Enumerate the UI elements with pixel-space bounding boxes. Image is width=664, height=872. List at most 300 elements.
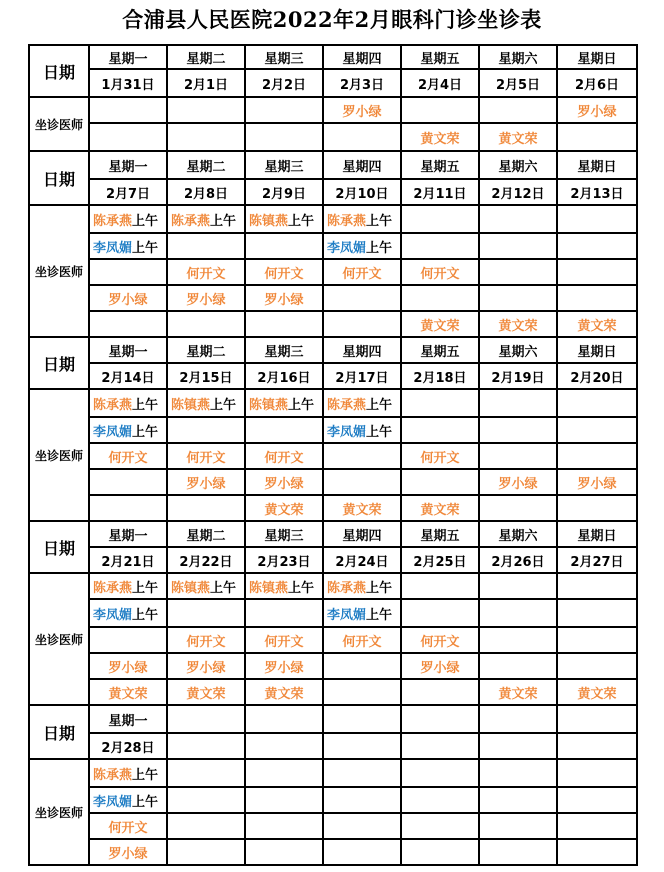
doctor-name: 何开文 bbox=[108, 450, 148, 466]
week-1-date-label bbox=[28, 44, 90, 98]
week-3-slot-1-f bbox=[480, 390, 558, 418]
doctor-name: 罗小绿 bbox=[264, 660, 304, 676]
doctor-name: 罗小绿 bbox=[186, 476, 226, 492]
week-4-slot-2-a bbox=[90, 600, 168, 628]
date-value: 2月15日 bbox=[179, 370, 233, 386]
week-2-slot-4-e bbox=[402, 286, 480, 312]
week-4-slot-2-f bbox=[480, 600, 558, 628]
doctor-name: 何开文 bbox=[108, 820, 148, 836]
day-name: 星期日 bbox=[577, 51, 617, 67]
week-5-slot-2-e bbox=[402, 788, 480, 814]
week-2-date-label bbox=[28, 152, 90, 206]
week-5-slot-4-e bbox=[402, 840, 480, 866]
week-5-slot-3-a bbox=[90, 814, 168, 840]
date-value: 2月11日 bbox=[413, 186, 467, 202]
week-4-slot-1-e bbox=[402, 574, 480, 600]
week-5-slot-4-a bbox=[90, 840, 168, 866]
week-2-slot-4-f bbox=[480, 286, 558, 312]
week-4-slot-1-a bbox=[90, 574, 168, 600]
week-1-day-c bbox=[246, 44, 324, 70]
week-4-slot-3-f bbox=[480, 628, 558, 654]
week-4-slot-4-a bbox=[90, 654, 168, 680]
day-name: 星期二 bbox=[186, 159, 226, 175]
week-1-slot-1-c bbox=[246, 98, 324, 124]
week-3-slot-3-b bbox=[168, 444, 246, 470]
week-1-date-e bbox=[402, 70, 480, 98]
date-value: 2月22日 bbox=[179, 554, 233, 570]
week-5-doctor-label bbox=[28, 760, 90, 866]
doctor-name: 罗小绿 bbox=[108, 292, 148, 308]
week-5-slot-3-d bbox=[324, 814, 402, 840]
date-value: 2月26日 bbox=[491, 554, 545, 570]
date-label: 日期 bbox=[42, 723, 75, 743]
week-5-slot-2-c bbox=[246, 788, 324, 814]
doctor-name: 陈承燕 bbox=[327, 397, 367, 413]
doctor-label: 坐诊医师 bbox=[34, 632, 83, 647]
week-2-slot-4-a bbox=[90, 286, 168, 312]
week-3-date-label bbox=[28, 338, 90, 390]
date-value: 2月12日 bbox=[491, 186, 545, 202]
doctor-label: 坐诊医师 bbox=[34, 264, 83, 279]
week-4-day-c bbox=[246, 522, 324, 548]
date-value: 2月18日 bbox=[413, 370, 467, 386]
week-4-slot-3-g bbox=[558, 628, 638, 654]
week-4-slot-3-a bbox=[90, 628, 168, 654]
doctor-name: 黄文荣 bbox=[498, 131, 538, 147]
week-3-slot-2-g bbox=[558, 418, 638, 444]
date-value: 2月24日 bbox=[335, 554, 389, 570]
week-3-date-f bbox=[480, 364, 558, 390]
doctor-name: 黄文荣 bbox=[577, 686, 617, 702]
date-value: 2月7日 bbox=[105, 186, 151, 202]
week-4-slot-1-g bbox=[558, 574, 638, 600]
week-5-slot-3-f bbox=[480, 814, 558, 840]
week-2-slot-5-b bbox=[168, 312, 246, 338]
week-2-date-c bbox=[246, 180, 324, 206]
week-5-slot-2-f bbox=[480, 788, 558, 814]
week-3-slot-4-e bbox=[402, 470, 480, 496]
week-3-slot-1-c bbox=[246, 390, 324, 418]
week-2-slot-3-f bbox=[480, 260, 558, 286]
date-label: 日期 bbox=[42, 62, 75, 82]
week-2-slot-2-f bbox=[480, 234, 558, 260]
doctor-name: 何开文 bbox=[420, 450, 460, 466]
week-4-slot-5-f bbox=[480, 680, 558, 706]
doctor-name: 何开文 bbox=[186, 266, 226, 282]
week-5-date-c bbox=[246, 734, 324, 760]
week-3-day-d bbox=[324, 338, 402, 364]
doctor-name: 罗小绿 bbox=[577, 104, 617, 120]
day-name: 星期三 bbox=[264, 159, 304, 175]
week-2-slot-3-b bbox=[168, 260, 246, 286]
day-name: 星期一 bbox=[108, 713, 148, 729]
week-4-date-f bbox=[480, 548, 558, 574]
date-value: 2月14日 bbox=[101, 370, 155, 386]
day-name: 星期五 bbox=[420, 51, 460, 67]
date-value: 2月9日 bbox=[261, 186, 307, 202]
session-label: 上午 bbox=[132, 607, 159, 623]
doctor-name: 黄文荣 bbox=[420, 318, 460, 334]
week-2-slot-4-g bbox=[558, 286, 638, 312]
doctor-name: 陈承燕 bbox=[327, 580, 367, 596]
week-1-slot-2-d bbox=[324, 124, 402, 152]
week-1-date-b bbox=[168, 70, 246, 98]
week-3-date-e bbox=[402, 364, 480, 390]
day-name: 星期五 bbox=[420, 159, 460, 175]
week-3-slot-4-g bbox=[558, 470, 638, 496]
doctor-name: 陈镇燕 bbox=[249, 213, 289, 229]
week-5-slot-4-f bbox=[480, 840, 558, 866]
week-5-date-label bbox=[28, 706, 90, 760]
doctor-name: 黄文荣 bbox=[264, 502, 304, 518]
date-value: 2月4日 bbox=[417, 77, 463, 93]
doctor-name: 何开文 bbox=[264, 266, 304, 282]
week-2-day-f bbox=[480, 152, 558, 180]
week-3-slot-2-c bbox=[246, 418, 324, 444]
week-2-slot-3-c bbox=[246, 260, 324, 286]
week-2-date-e bbox=[402, 180, 480, 206]
week-5-slot-1-e bbox=[402, 760, 480, 788]
week-3-slot-5-d bbox=[324, 496, 402, 522]
week-5-day-a bbox=[90, 706, 168, 734]
week-2-day-d bbox=[324, 152, 402, 180]
week-2-slot-2-a bbox=[90, 234, 168, 260]
date-value: 2月13日 bbox=[570, 186, 624, 202]
doctor-name: 陈镇燕 bbox=[171, 580, 211, 596]
week-3-slot-2-f bbox=[480, 418, 558, 444]
day-name: 星期二 bbox=[186, 51, 226, 67]
week-4-slot-2-c bbox=[246, 600, 324, 628]
doctor-name: 黄文荣 bbox=[498, 686, 538, 702]
week-5-slot-3-c bbox=[246, 814, 324, 840]
week-4-day-f bbox=[480, 522, 558, 548]
week-5-day-c bbox=[246, 706, 324, 734]
doctor-name: 罗小绿 bbox=[108, 846, 148, 862]
doctor-name: 李凤媚 bbox=[327, 240, 367, 256]
date-value: 2月28日 bbox=[101, 740, 155, 756]
week-3-day-b bbox=[168, 338, 246, 364]
doctor-name: 罗小绿 bbox=[186, 660, 226, 676]
date-value: 2月8日 bbox=[183, 186, 229, 202]
week-3-slot-4-b bbox=[168, 470, 246, 496]
week-2-slot-1-d bbox=[324, 206, 402, 234]
date-value: 2月16日 bbox=[257, 370, 311, 386]
week-1-slot-2-b bbox=[168, 124, 246, 152]
day-name: 星期四 bbox=[342, 51, 382, 67]
day-name: 星期日 bbox=[577, 159, 617, 175]
doctor-name: 何开文 bbox=[420, 266, 460, 282]
week-1-slot-2-a bbox=[90, 124, 168, 152]
week-3-slot-3-e bbox=[402, 444, 480, 470]
week-1-day-b bbox=[168, 44, 246, 70]
week-4-day-a bbox=[90, 522, 168, 548]
doctor-label: 坐诊医师 bbox=[34, 448, 83, 463]
week-1-date-g bbox=[558, 70, 638, 98]
week-3-slot-5-a bbox=[90, 496, 168, 522]
week-4-slot-5-b bbox=[168, 680, 246, 706]
day-name: 星期日 bbox=[577, 344, 617, 360]
day-name: 星期六 bbox=[498, 344, 538, 360]
week-2-slot-1-c bbox=[246, 206, 324, 234]
session-label: 上午 bbox=[366, 213, 393, 229]
doctor-name: 陈镇燕 bbox=[171, 397, 211, 413]
day-name: 星期四 bbox=[342, 344, 382, 360]
session-label: 上午 bbox=[132, 794, 159, 810]
session-label: 上午 bbox=[132, 240, 159, 256]
week-4-date-label bbox=[28, 522, 90, 574]
session-label: 上午 bbox=[366, 240, 393, 256]
week-1-slot-1-f bbox=[480, 98, 558, 124]
doctor-name: 何开文 bbox=[186, 450, 226, 466]
week-3-slot-3-f bbox=[480, 444, 558, 470]
week-5-date-f bbox=[480, 734, 558, 760]
week-3-slot-2-e bbox=[402, 418, 480, 444]
week-4-date-b bbox=[168, 548, 246, 574]
doctor-name: 罗小绿 bbox=[264, 292, 304, 308]
week-2-date-d bbox=[324, 180, 402, 206]
day-name: 星期一 bbox=[108, 528, 148, 544]
week-3-slot-1-b bbox=[168, 390, 246, 418]
week-2-slot-2-c bbox=[246, 234, 324, 260]
week-2-slot-1-f bbox=[480, 206, 558, 234]
doctor-label: 坐诊医师 bbox=[34, 117, 83, 132]
week-4-doctor-label bbox=[28, 574, 90, 706]
week-3-slot-1-e bbox=[402, 390, 480, 418]
week-1-slot-2-c bbox=[246, 124, 324, 152]
week-3-slot-2-a bbox=[90, 418, 168, 444]
week-5-slot-3-e bbox=[402, 814, 480, 840]
week-3-slot-5-g bbox=[558, 496, 638, 522]
date-value: 2月27日 bbox=[570, 554, 624, 570]
week-4-day-b bbox=[168, 522, 246, 548]
week-2-slot-2-e bbox=[402, 234, 480, 260]
session-label: 上午 bbox=[132, 397, 159, 413]
week-3-date-b bbox=[168, 364, 246, 390]
session-label: 上午 bbox=[210, 213, 237, 229]
doctor-name: 黄文荣 bbox=[186, 686, 226, 702]
session-label: 上午 bbox=[288, 397, 315, 413]
week-4-slot-1-c bbox=[246, 574, 324, 600]
day-name: 星期五 bbox=[420, 528, 460, 544]
doctor-name: 何开文 bbox=[342, 266, 382, 282]
week-4-slot-1-b bbox=[168, 574, 246, 600]
week-3-slot-3-d bbox=[324, 444, 402, 470]
doctor-name: 罗小绿 bbox=[342, 104, 382, 120]
week-2-slot-3-g bbox=[558, 260, 638, 286]
doctor-name: 何开文 bbox=[186, 634, 226, 650]
week-3-slot-4-c bbox=[246, 470, 324, 496]
week-4-slot-2-b bbox=[168, 600, 246, 628]
week-2-slot-1-a bbox=[90, 206, 168, 234]
day-name: 星期二 bbox=[186, 528, 226, 544]
week-3-slot-2-b bbox=[168, 418, 246, 444]
session-label: 上午 bbox=[288, 580, 315, 596]
week-1-date-d bbox=[324, 70, 402, 98]
date-value: 2月23日 bbox=[257, 554, 311, 570]
schedule-table bbox=[28, 44, 638, 866]
week-3-day-f bbox=[480, 338, 558, 364]
week-1-day-e bbox=[402, 44, 480, 70]
week-4-slot-3-d bbox=[324, 628, 402, 654]
session-label: 上午 bbox=[366, 580, 393, 596]
week-4-day-d bbox=[324, 522, 402, 548]
week-2-slot-2-b bbox=[168, 234, 246, 260]
week-3-slot-5-f bbox=[480, 496, 558, 522]
doctor-name: 黄文荣 bbox=[342, 502, 382, 518]
week-2-date-b bbox=[168, 180, 246, 206]
week-4-slot-4-g bbox=[558, 654, 638, 680]
week-5-slot-2-b bbox=[168, 788, 246, 814]
week-1-slot-2-g bbox=[558, 124, 638, 152]
week-5-slot-3-g bbox=[558, 814, 638, 840]
week-4-slot-2-g bbox=[558, 600, 638, 628]
doctor-label: 坐诊医师 bbox=[34, 805, 83, 820]
week-4-date-g bbox=[558, 548, 638, 574]
date-label: 日期 bbox=[42, 538, 75, 558]
week-4-slot-5-d bbox=[324, 680, 402, 706]
week-1-day-f bbox=[480, 44, 558, 70]
doctor-name: 何开文 bbox=[264, 450, 304, 466]
week-2-day-e bbox=[402, 152, 480, 180]
week-4-date-a bbox=[90, 548, 168, 574]
week-2-day-b bbox=[168, 152, 246, 180]
session-label: 上午 bbox=[210, 580, 237, 596]
week-5-slot-1-b bbox=[168, 760, 246, 788]
doctor-name: 李凤媚 bbox=[327, 424, 367, 440]
day-name: 星期六 bbox=[498, 528, 538, 544]
week-1-slot-1-d bbox=[324, 98, 402, 124]
week-2-date-a bbox=[90, 180, 168, 206]
week-3-date-d bbox=[324, 364, 402, 390]
week-2-slot-3-d bbox=[324, 260, 402, 286]
day-name: 星期三 bbox=[264, 528, 304, 544]
week-1-slot-2-e bbox=[402, 124, 480, 152]
week-5-date-d bbox=[324, 734, 402, 760]
doctor-name: 黄文荣 bbox=[108, 686, 148, 702]
week-3-slot-5-e bbox=[402, 496, 480, 522]
week-5-day-d bbox=[324, 706, 402, 734]
week-1-day-d bbox=[324, 44, 402, 70]
day-name: 星期四 bbox=[342, 528, 382, 544]
day-name: 星期三 bbox=[264, 344, 304, 360]
week-3-day-c bbox=[246, 338, 324, 364]
week-5-slot-1-d bbox=[324, 760, 402, 788]
week-5-date-g bbox=[558, 734, 638, 760]
week-2-slot-3-e bbox=[402, 260, 480, 286]
week-3-slot-5-c bbox=[246, 496, 324, 522]
day-name: 星期三 bbox=[264, 51, 304, 67]
week-4-slot-5-g bbox=[558, 680, 638, 706]
week-2-slot-5-c bbox=[246, 312, 324, 338]
doctor-name: 陈承燕 bbox=[171, 213, 211, 229]
session-label: 上午 bbox=[132, 424, 159, 440]
doctor-name: 罗小绿 bbox=[420, 660, 460, 676]
day-name: 星期四 bbox=[342, 159, 382, 175]
date-label: 日期 bbox=[42, 354, 75, 374]
week-4-slot-4-e bbox=[402, 654, 480, 680]
week-3-slot-2-d bbox=[324, 418, 402, 444]
doctor-name: 黄文荣 bbox=[577, 318, 617, 334]
doctor-name: 陈承燕 bbox=[93, 397, 133, 413]
week-3-slot-3-c bbox=[246, 444, 324, 470]
day-name: 星期一 bbox=[108, 344, 148, 360]
week-4-slot-1-d bbox=[324, 574, 402, 600]
week-1-date-c bbox=[246, 70, 324, 98]
doctor-name: 罗小绿 bbox=[186, 292, 226, 308]
week-4-day-g bbox=[558, 522, 638, 548]
date-value: 2月20日 bbox=[570, 370, 624, 386]
week-4-slot-2-d bbox=[324, 600, 402, 628]
week-5-slot-4-d bbox=[324, 840, 402, 866]
week-5-day-b bbox=[168, 706, 246, 734]
week-3-slot-3-a bbox=[90, 444, 168, 470]
week-2-slot-5-e bbox=[402, 312, 480, 338]
week-5-slot-1-c bbox=[246, 760, 324, 788]
week-3-slot-3-g bbox=[558, 444, 638, 470]
date-value: 2月6日 bbox=[574, 77, 620, 93]
week-3-slot-1-g bbox=[558, 390, 638, 418]
week-5-slot-4-c bbox=[246, 840, 324, 866]
week-2-slot-4-c bbox=[246, 286, 324, 312]
week-5-slot-1-a bbox=[90, 760, 168, 788]
week-2-day-a bbox=[90, 152, 168, 180]
week-4-slot-1-f bbox=[480, 574, 558, 600]
date-value: 2月5日 bbox=[495, 77, 541, 93]
doctor-name: 罗小绿 bbox=[577, 476, 617, 492]
week-3-date-g bbox=[558, 364, 638, 390]
week-3-day-a bbox=[90, 338, 168, 364]
doctor-name: 李凤媚 bbox=[93, 794, 133, 810]
doctor-name: 李凤媚 bbox=[327, 607, 367, 623]
week-1-date-a bbox=[90, 70, 168, 98]
week-2-slot-5-a bbox=[90, 312, 168, 338]
doctor-name: 黄文荣 bbox=[420, 131, 460, 147]
day-name: 星期一 bbox=[108, 51, 148, 67]
session-label: 上午 bbox=[132, 767, 159, 783]
week-3-slot-4-a bbox=[90, 470, 168, 496]
doctor-name: 陈承燕 bbox=[93, 767, 133, 783]
doctor-name: 陈承燕 bbox=[93, 580, 133, 596]
session-label: 上午 bbox=[366, 424, 393, 440]
week-4-date-e bbox=[402, 548, 480, 574]
week-1-doctor-label bbox=[28, 98, 90, 152]
week-4-slot-5-a bbox=[90, 680, 168, 706]
week-5-slot-2-d bbox=[324, 788, 402, 814]
date-value: 2月10日 bbox=[335, 186, 389, 202]
week-1-day-a bbox=[90, 44, 168, 70]
week-1-day-g bbox=[558, 44, 638, 70]
week-2-slot-5-d bbox=[324, 312, 402, 338]
doctor-name: 何开文 bbox=[264, 634, 304, 650]
week-2-slot-5-f bbox=[480, 312, 558, 338]
week-4-slot-3-c bbox=[246, 628, 324, 654]
date-value: 2月1日 bbox=[183, 77, 229, 93]
week-3-day-g bbox=[558, 338, 638, 364]
session-label: 上午 bbox=[288, 213, 315, 229]
date-value: 1月31日 bbox=[101, 77, 155, 93]
week-2-slot-2-d bbox=[324, 234, 402, 260]
doctor-name: 李凤媚 bbox=[93, 424, 133, 440]
session-label: 上午 bbox=[132, 213, 159, 229]
week-4-slot-3-e bbox=[402, 628, 480, 654]
doctor-name: 何开文 bbox=[342, 634, 382, 650]
week-4-date-d bbox=[324, 548, 402, 574]
week-5-slot-4-g bbox=[558, 840, 638, 866]
week-5-slot-1-g bbox=[558, 760, 638, 788]
week-2-day-g bbox=[558, 152, 638, 180]
doctor-name: 李凤媚 bbox=[93, 607, 133, 623]
week-2-slot-5-g bbox=[558, 312, 638, 338]
